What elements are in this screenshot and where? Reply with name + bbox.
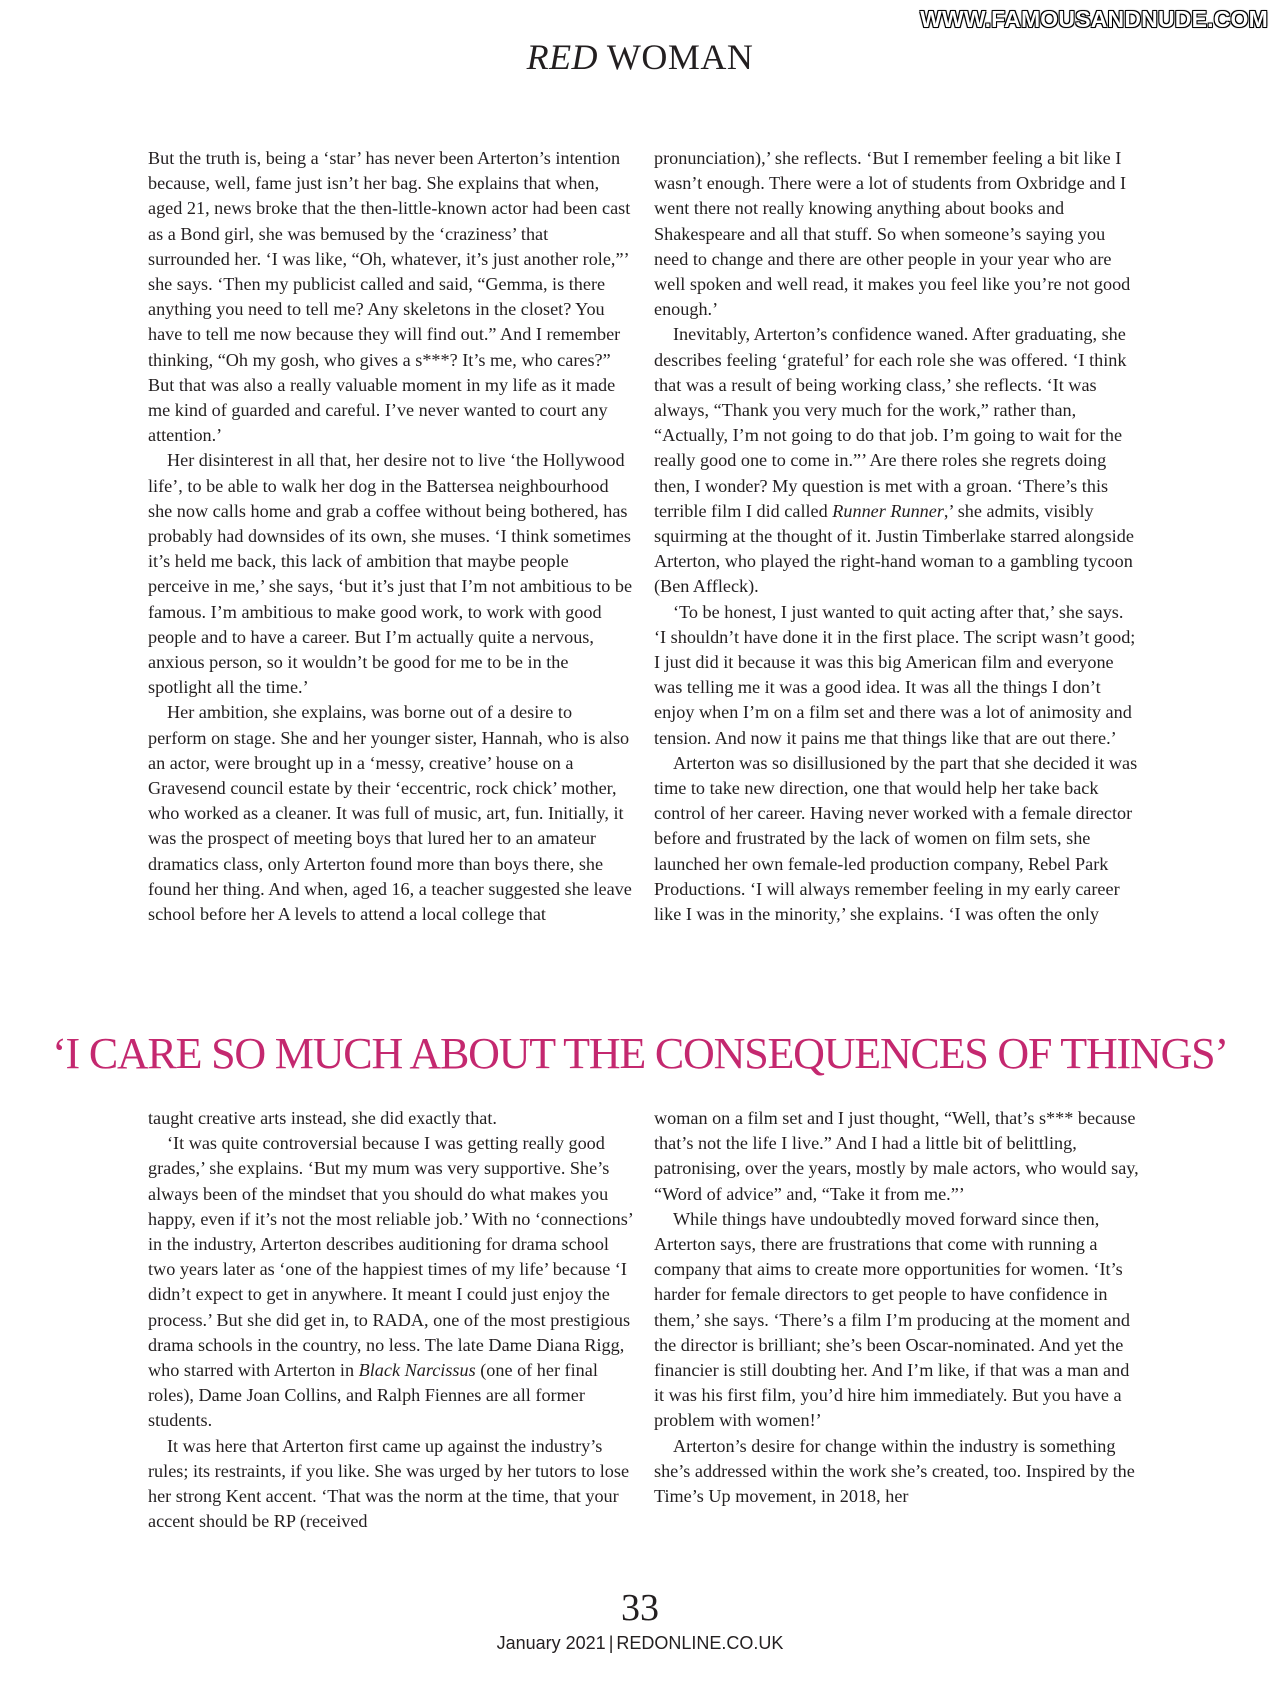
paragraph (148, 1131, 633, 1433)
footer-folio (0, 1633, 1280, 1654)
masthead-title (0, 36, 1280, 78)
page-number: 33 (621, 1587, 659, 1629)
paragraph: Arterton’s desire for change within the industry is something she’s addressed within the work she’s created, too. Inspired by the Time’s Up movement, in 2018, her (654, 1435, 1135, 1507)
film-title: Black Narcissus (358, 1360, 476, 1381)
paragraph: pronunciation),’ she reflects. ‘But I remember feeling a bit like I wasn’t enough. There were a lot of students from Oxbridge and I went there not really knowing anything about books and Shakespeare and all that stuff. So when someone’s saying you need to change and there are other people in your year who are well spoken and well read, it makes you feel like you’re not good enough.’ (654, 148, 1131, 320)
paragraph-text: ‘It was quite controversial because I was getting really good grades,’ she explains. ‘But my mum was very supportive. She’s always been of the mindset that you should do what makes you happy, even if it’s not the most reliable job.’ With no ‘connections’ in the industry, Arterton describes auditioning for drama school two years later as ‘one of the happiest times of my life’ because ‘I didn’t expect to get in anywhere. It meant I could just enjoy the process.’ But she did get in, to RADA, one of the most prestigious drama schools in the country, no less. The late Dame Diana Rigg, who starred with Arterton in (148, 1133, 633, 1381)
website: REDONLINE.CO.UK (616, 1633, 784, 1653)
article-column-bottom-left (148, 1106, 633, 1534)
pull-quote: ‘I CARE SO MUCH ABOUT THE CONSEQUENCES OF THINGS’ (52, 1029, 1228, 1078)
masthead-woman: WOMAN (598, 37, 754, 77)
article-column-top-left (148, 146, 633, 927)
article-column-top-right (654, 146, 1139, 927)
paragraph: Her ambition, she explains, was borne out of a desire to perform on stage. She and her younger sister, Hannah, who is also an actor, were brought up in a ‘messy, creative’ house on a Gravesend council estate by their ‘eccentric, rock chick’ mother, who worked as a cleaner. It was full of music, art, fun. Initially, it was the prospect of meeting boys that lured her to an amateur dramatics class, only Arterton found more than boys there, she found her thing. And when, aged 16, a teacher suggested she leave school before her A levels to attend a local college that (148, 702, 632, 925)
paragraph: While things have undoubtedly moved forward since then, Arterton says, there are frustrations that come with running a company that aims to create more opportunities for women. ‘It’s harder for female directors to get people to have confidence in them,’ she says. ‘There’s a film I’m producing at the moment and the director is brilliant; she’s been Oscar-nominated. And yet the financier is still doubting her. And I’m like, if that was a man and it was his first film, you’d hire him immediately. But you have a problem with women!’ (654, 1208, 1130, 1431)
paragraph: ‘To be honest, I just wanted to quit acting after that,’ she says. ‘I shouldn’t have done it in the first place. The script wasn’t good; I just did it because it was this big American film and everyone was telling me it was a good idea. It was all the things I don’t enjoy when I’m on a film set and there was a lot of animosity and tension. And now it pains me that things like that are out there.’ (654, 601, 1136, 748)
issue-date: January 2021 (496, 1633, 606, 1653)
paragraph-text: (one of her final roles), Dame Joan Collins, and Ralph Fiennes are all former students. (148, 1360, 598, 1431)
paragraph: Arterton was so disillusioned by the part that she decided it was time to take new direction, one that would help her take back control of her career. Having never worked with a female director before and frustrated by the lack of women on film sets, she launched her own female-led production company, Rebel Park Productions. ‘I will always remember feeling in my early career like I was in the minority,’ she explains. ‘I was often the only (654, 752, 1138, 925)
film-title: Runner Runner (832, 500, 944, 521)
paragraph: But the truth is, being a ‘star’ has never been Arterton’s intention because, well, fame just isn’t her bag. She explains that when, aged 21, news broke that the then-little-known actor had been cast as a Bond girl, she was bemused by the ‘craziness’ that surrounded her. ‘I was like, “Oh, whatever, it’s just another role,”’ she says. ‘Then my publicist called and said, “Gemma, is there anything you need to tell me? Any skeletons in the closet? You have to tell me now because they will find out.” And I remember thinking, “Oh my gosh, who gives a s***? It’s me, who cares?” But that was also a really valuable moment in my life as it made me kind of guarded and careful. I’ve never wanted to court any attention.’ (148, 148, 631, 446)
paragraph: woman on a film set and I just thought, “Well, that’s s*** because that’s not the life I live.” And I had a little bit of belittling, patronising, over the years, mostly by male actors, who would say, “Word of advice” and, “Take it from me.”’ (654, 1108, 1139, 1204)
paragraph: Her disinterest in all that, her desire not to live ‘the Hollywood life’, to be able to walk her dog in the Battersea neighbourhood she now calls home and grab a coffee without being bothered, has probably had downsides of its own, she muses. ‘I think sometimes it’s held me back, this lack of ambition that maybe people perceive in me,’ she says, ‘but it’s just that I’m not ambitious to be famous. I’m ambitious to make good work, to work with good people and to have a career. But I’m actually quite a nervous, anxious person, so it wouldn’t be good for me to be in the spotlight all the time.’ (148, 450, 633, 698)
paragraph: It was here that Arterton first came up against the industry’s rules; its restraints, if you like. She was urged by her tutors to lose her strong Kent accent. ‘That was the norm at the time, that your accent should be RP (received (148, 1435, 630, 1532)
article-column-bottom-right (654, 1106, 1139, 1509)
paragraph: taught creative arts instead, she did exactly that. (148, 1108, 497, 1128)
paragraph (654, 322, 1139, 599)
paragraph-text: Inevitably, Arterton’s confidence waned. After graduating, she describes feeling ‘grateful’ for each role she was offered. ‘I think that was a result of being working class,’ she reflects. ‘It was always, “Thank you very much for the work,” rather than, “Actually, I’m not going to do that job. I’m going to wait for the really good one to come in.”’ Are there roles she regrets doing then, I wonder? My question is met with a groan. ‘There’s this terrible film I did called (654, 324, 1127, 521)
watermark: WWW.FAMOUSANDNUDE.COM (920, 6, 1268, 32)
masthead-red: RED (526, 37, 599, 77)
folio-separator: | (608, 1633, 614, 1653)
paragraph-text: ,’ she admits, visibly squirming at the thought of it. Justin Timberlake starred alongside Arterton, who played the right-hand woman to a gambling tycoon (Ben Affleck). (654, 500, 1134, 597)
